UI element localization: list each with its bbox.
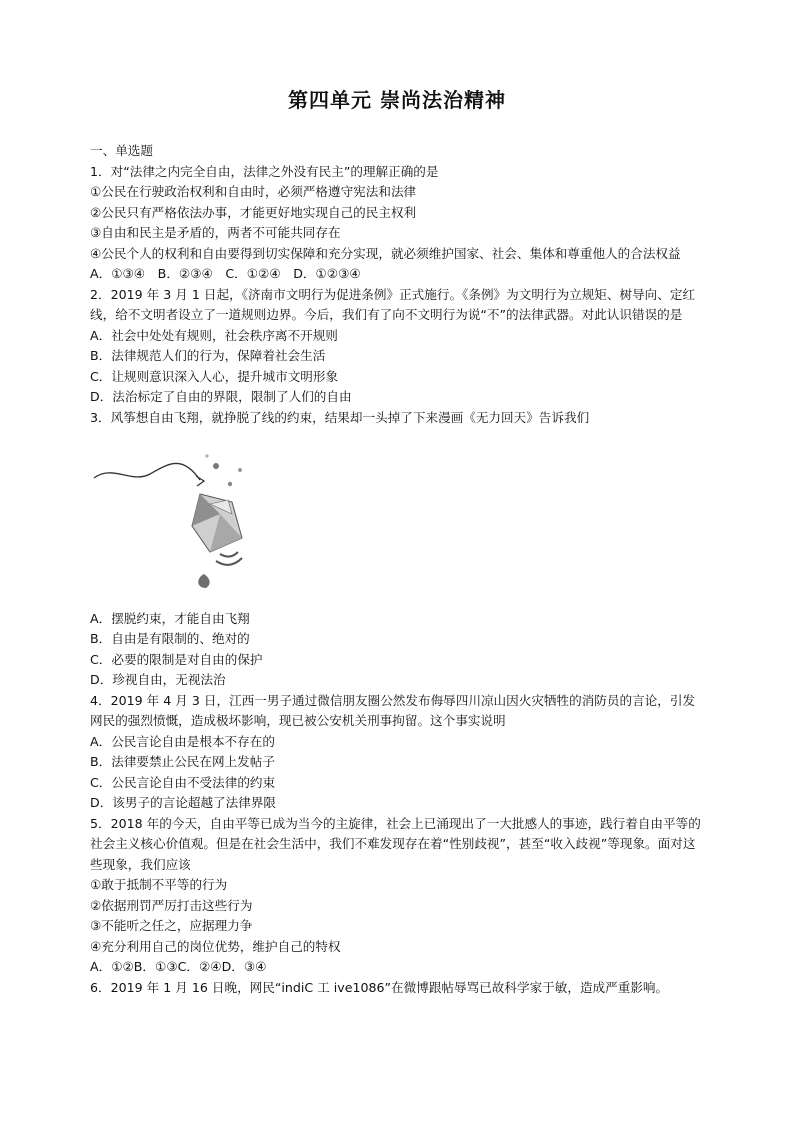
kite-string bbox=[94, 463, 200, 480]
page-title: 第四单元 崇尚法治精神 bbox=[288, 88, 506, 112]
kite-tail bbox=[198, 574, 209, 588]
question-5-item-3: ③不能听之任之，应据理力争 bbox=[90, 918, 253, 933]
question-6-stem: 6．2019 年 1 月 16 日晚，网民“indiC 工 ive1086”在微博跟帖辱骂已故科学家于敏，造成严重影响。 bbox=[90, 979, 669, 995]
question-1-options: A．①③④ B．②③④ C．①②④ D．①②③④ bbox=[90, 266, 361, 281]
question-1-item-3: ③自由和民主是矛盾的，两者不可能共同存在 bbox=[90, 225, 341, 240]
question-1-item-4: ④公民个人的权利和自由要得到切实保障和充分实现，就必须维护国家、社会、集体和尊重他人的合法权益 bbox=[90, 245, 681, 261]
kite-cartoon-illustration bbox=[92, 434, 252, 594]
question-4-option-d: D．该男子的言论超越了法律界限 bbox=[90, 795, 277, 810]
question-5-stem: 5．2018 年的今天，自由平等已成为当今的主旋律，社会上已涌现出了一大批感人的事迹，践行着自由平等的社会主义核心价值观。但是在社会生活中，我们不难发现存在着“性别歧视”，甚至“收入歧视”等现象。面对这些现象，我们应该 bbox=[90, 815, 701, 872]
question-4-option-b: B．法律要禁止公民在网上发帖子 bbox=[90, 754, 275, 769]
question-5-options: A．①②B．①③C．②④D．③④ bbox=[90, 959, 267, 974]
question-5-item-2: ②依据刑罚严厉打击这些行为 bbox=[90, 897, 253, 913]
question-1-item-2: ②公民只有严格依法办事，才能更好地实现自己的民主权利 bbox=[90, 204, 417, 220]
question-5-item-4: ④充分利用自己的岗位优势，维护自己的特权 bbox=[90, 938, 341, 954]
question-2-option-a: A．社会中处处有规则，社会秩序离不开规则 bbox=[90, 327, 338, 343]
question-5-item-1: ①敢于抵制不平等的行为 bbox=[90, 877, 228, 892]
question-3-option-a: A．摆脱约束，才能自由飞翔 bbox=[90, 610, 250, 626]
question-2-stem: 2．2019 年 3 月 1 日起，《济南市文明行为促进条例》正式施行。《条例》为文明行为立规矩、树导向、定红线，给不文明者设立了一道规则边界。今后，我们有了向不文明行为说“不”的法律武器。对此认识错误的是 bbox=[90, 286, 696, 322]
question-2-option-c: C．让规则意识深入人心，提升城市文明形象 bbox=[90, 368, 339, 384]
question-4-stem: 4．2019 年 4 月 3 日，江西一男子通过微信朋友圈公然发布侮辱四川凉山因火灾牺牲的消防员的言论，引发网民的强烈愤慨，造成极坏影响，现已被公安机关刑事拘留。这个事实说明 bbox=[90, 692, 696, 728]
question-4-option-a: A．公民言论自由是根本不存在的 bbox=[90, 733, 275, 749]
section-heading: 一、单选题 bbox=[90, 143, 153, 158]
question-1-item-1: ①公民在行驶政治权利和自由时，必须严格遵守宪法和法律 bbox=[90, 184, 417, 199]
question-3-option-b: B．自由是有限制的、绝对的 bbox=[90, 631, 250, 646]
question-1-stem: 1．对“法律之内完全自由，法律之外没有民主”的理解正确的是 bbox=[90, 163, 439, 179]
question-3-option-c: C．必要的限制是对自由的保护 bbox=[90, 651, 263, 667]
question-2-option-d: D．法治标定了自由的界限，限制了人们的自由 bbox=[90, 389, 352, 404]
question-4-option-c: C．公民言论自由不受法律的约束 bbox=[90, 774, 276, 790]
question-3-option-d: D．珍视自由，无视法治 bbox=[90, 672, 226, 687]
question-content bbox=[90, 141, 706, 998]
question-2-option-b: B．法律规范人们的行为，保障着社会生活 bbox=[90, 348, 326, 363]
question-3-stem: 3．风筝想自由飞翔，就挣脱了线的约束，结果却一头掉了下来漫画《无力回天》告诉我们 bbox=[90, 409, 590, 425]
